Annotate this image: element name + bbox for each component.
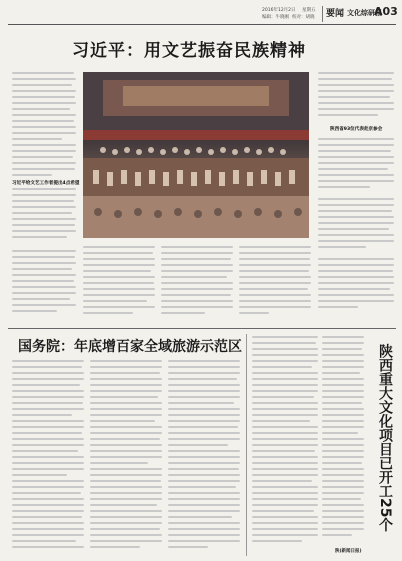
- column-rule: [246, 334, 247, 556]
- article2-col2: [90, 360, 162, 556]
- article1-subhead-2: 陕西省93位代表赴京参会: [330, 127, 383, 132]
- masthead: [0, 0, 402, 28]
- article3-byline: 陕(新闻日报): [335, 549, 362, 554]
- masthead-divider: [322, 6, 323, 22]
- article1-col4: [239, 246, 311, 322]
- article2-headline: 国务院：年底增百家全域旅游示范区: [18, 339, 242, 355]
- article1-col1: [12, 72, 76, 244]
- article1-col5-lower: [318, 138, 394, 322]
- article3-col2: [322, 336, 364, 552]
- masthead-page-number: A03: [374, 5, 398, 18]
- article3-headline: 陕西重大文化项目已开工25个: [377, 344, 393, 532]
- article1-col2: [83, 246, 155, 322]
- masthead-date: 2016年12月2日: [262, 8, 296, 13]
- masthead-weekday: 星期五: [302, 8, 316, 13]
- article1-col5-upper: [318, 72, 394, 132]
- section-divider: [8, 328, 396, 329]
- article2-col3: [168, 360, 240, 556]
- masthead-editor: 编辑：牛晓刚: [262, 15, 289, 20]
- article2-col1: [12, 360, 84, 556]
- masthead-section: 文化综研报: [347, 9, 382, 17]
- article1-photo-art: [83, 72, 309, 238]
- article3-col1: [252, 336, 318, 552]
- masthead-tag: 要闻: [326, 9, 345, 19]
- masthead-rule: [8, 24, 396, 25]
- article1-headline: 习近平：用文艺振奋民族精神: [72, 41, 306, 61]
- article1-photo: [83, 72, 309, 238]
- masthead-proof: 校对：胡晓: [292, 15, 315, 20]
- article1-col1-lower: [12, 250, 76, 320]
- article1-subhead-1: 习近平给文艺工作者提出4点希望: [12, 181, 80, 186]
- article1-col3: [161, 246, 233, 322]
